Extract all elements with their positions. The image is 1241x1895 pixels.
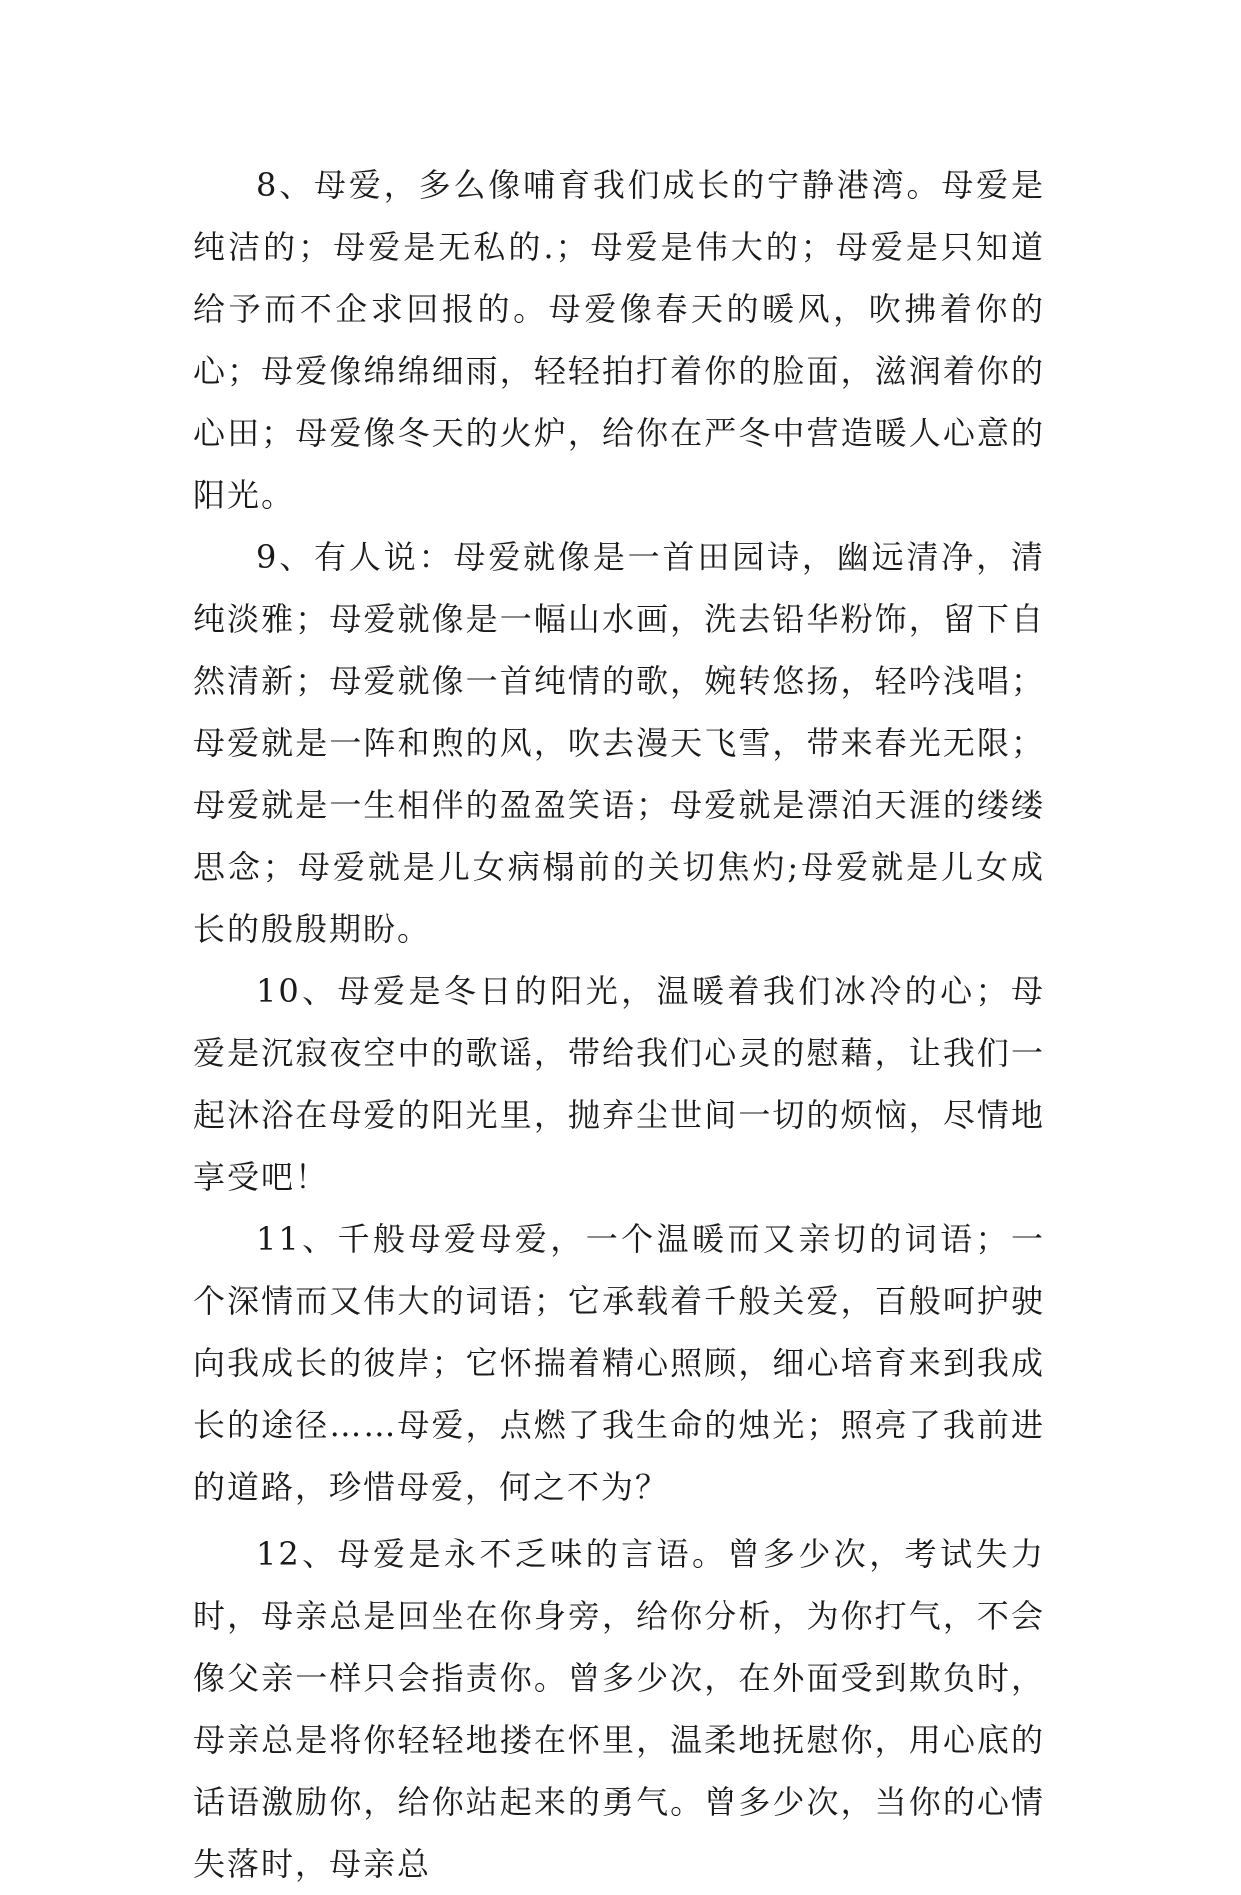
paragraph-8: 8、母爱，多么像哺育我们成长的宁静港湾。母爱是纯洁的；母爱是无私的.；母爱是伟大的；母爱是只知道给予而不企求回报的。母爱像春天的暖风，吹拂着你的心；母爱像绵绵细雨，轻轻拍打着你的脸面，滋润着你的心田；母爱像冬天的火炉，给你在严冬中营造暖人心意的阳光。	[193, 166, 1045, 514]
paragraph-9: 9、有人说：母爱就像是一首田园诗，幽远清净，清纯淡雅；母爱就像是一幅山水画，洗去铅华粉饰，留下自然清新；母爱就像一首纯情的歌，婉转悠扬，轻吟浅唱；母爱就是一阵和煦的风，吹去漫天飞雪，带来春光无限；母爱就是一生相伴的盈盈笑语；母爱就是漂泊天涯的缕缕思念；母爱就是儿女病榻前的关切焦灼;母爱就是儿女成长的殷殷期盼。	[193, 538, 1045, 948]
paragraph-11: 11、千般母爱母爱，一个温暖而又亲切的词语；一个深情而又伟大的词语；它承载着千般关爱，百般呵护驶向我成长的彼岸；它怀揣着精心照顾，细心培育来到我成长的途径……母爱，点燃了我生命的烛光；照亮了我前进的道路，珍惜母爱，何之不为？	[193, 1220, 1045, 1506]
paragraph-12: 12、母爱是永不乏味的言语。曾多少次，考试失力时，母亲总是回坐在你身旁，给你分析，为你打气，不会像父亲一样只会指责你。曾多少次，在外面受到欺负时，母亲总是将你轻轻地搂在怀里，温柔地抚慰你，用心底的话语激励你，给你站起来的勇气。曾多少次，当你的心情失落时，母亲总	[193, 1535, 1045, 1883]
paragraph-10: 10、母爱是冬日的阳光，温暖着我们冰冷的心；母爱是沉寂夜空中的歌谣，带给我们心灵的慰藉，让我们一起沐浴在母爱的阳光里，抛弃尘世间一切的烦恼，尽情地享受吧！	[193, 972, 1045, 1196]
document-body	[193, 154, 1045, 1895]
